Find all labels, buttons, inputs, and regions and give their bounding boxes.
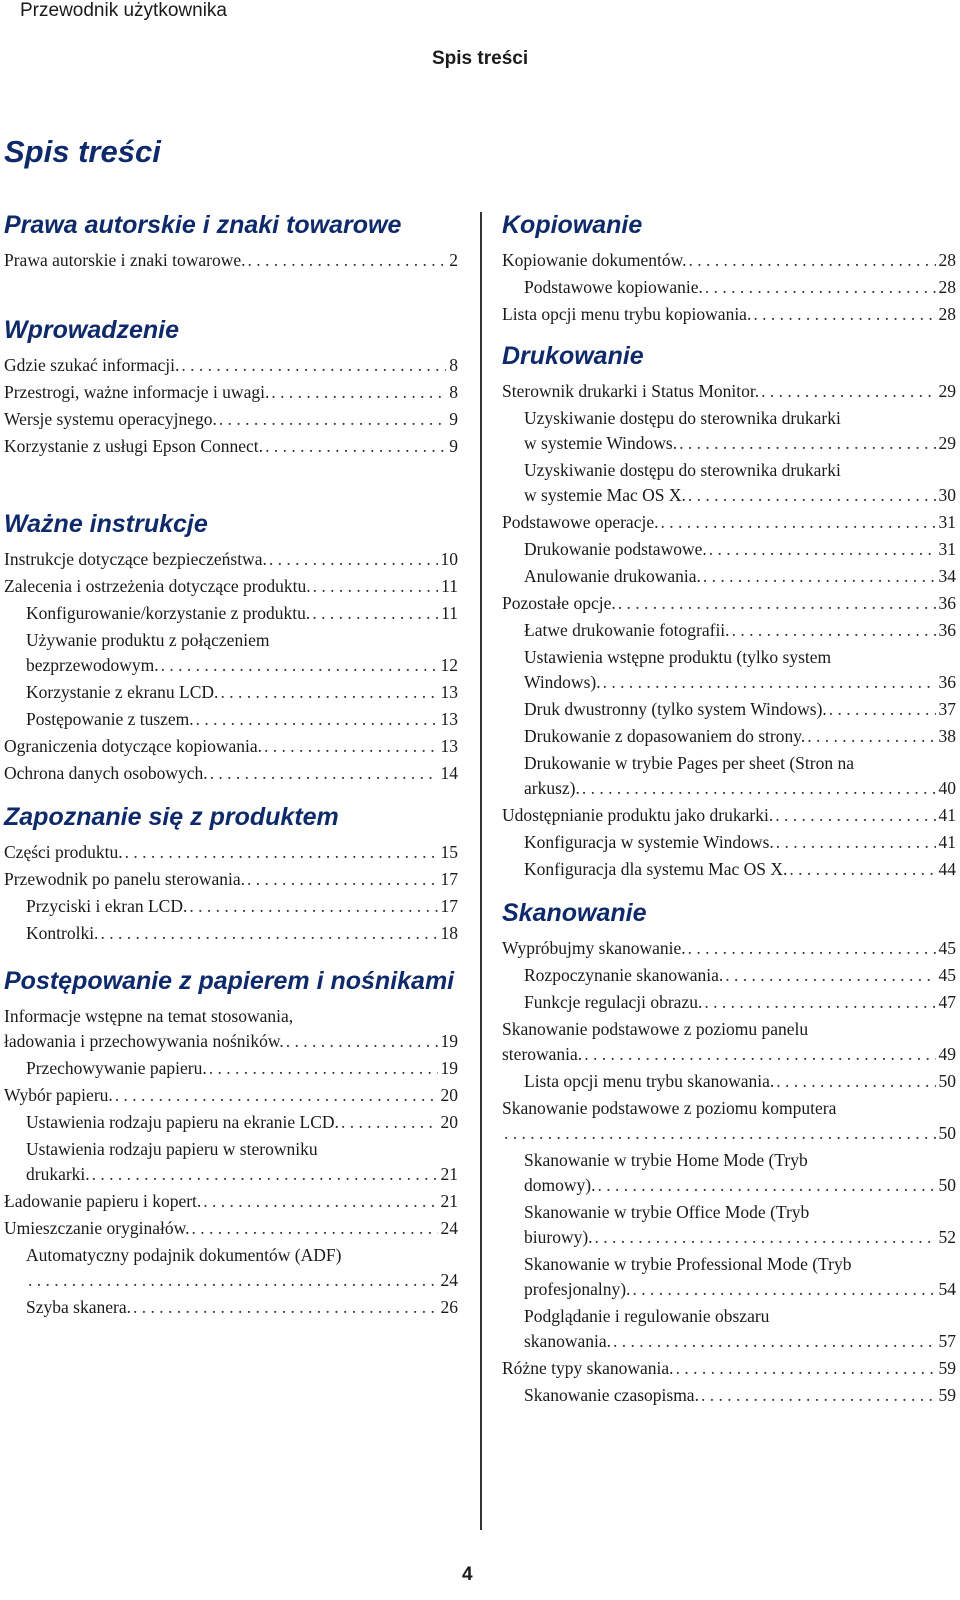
- toc-entry-text: Uzyskiwanie dostępu do sterownika drukarki: [524, 408, 841, 428]
- dot-leader: [125, 840, 438, 865]
- dot-leader: [203, 1189, 437, 1214]
- dot-leader: [703, 564, 936, 589]
- toc-entry-text: bezprzewodowym.: [26, 655, 159, 675]
- toc-entry[interactable]: [4, 353, 458, 378]
- toc-entry-text: Skanowanie w trybie Home Mode (Tryb: [524, 1150, 808, 1170]
- toc-entry[interactable]: [502, 1356, 956, 1381]
- toc-page-number: 8: [449, 355, 458, 375]
- toc-entry[interactable]: [502, 857, 956, 882]
- toc-entry-text: Ograniczenia dotyczące kopiowania.: [4, 736, 262, 756]
- dot-leader: [313, 574, 439, 599]
- toc-entry-text: Konfiguracja w systemie Windows.: [524, 832, 774, 852]
- dot-leader: [271, 380, 446, 405]
- toc-entry[interactable]: [502, 618, 956, 643]
- dot-leader: [100, 921, 437, 946]
- dot-leader: [689, 248, 936, 273]
- toc-entry-text: Instrukcje dotyczące bezpieczeństwa.: [4, 549, 267, 569]
- toc-page-number: 31: [938, 539, 956, 559]
- dot-leader: [704, 990, 935, 1015]
- toc-entry-text: Sterownik drukarki i Status Monitor.: [502, 381, 760, 401]
- toc-entry-text: Przyciski i ekran LCD.: [26, 896, 188, 916]
- toc-page-number: 47: [938, 992, 956, 1012]
- toc-entry-text: Windows).: [524, 672, 601, 692]
- toc-section-postepowanie-z-papierem-i-nosnikami: [4, 964, 458, 1320]
- toc-page-number: 50: [938, 1071, 956, 1091]
- toc-page-number: 54: [938, 1279, 956, 1299]
- toc-page-number: 17: [440, 896, 458, 916]
- toc-entry-text: Informacje wstępne na temat stosowania,: [4, 1006, 294, 1026]
- toc-entry-text: Ochrona danych osobowych.: [4, 763, 208, 783]
- toc-page-number: 59: [938, 1385, 956, 1405]
- toc-page-number: 24: [440, 1270, 458, 1290]
- dot-leader: [196, 707, 438, 732]
- toc-entry[interactable]: [4, 1083, 458, 1108]
- toc-entry-text: Ustawienia rodzaju papieru na ekranie LCD.: [26, 1112, 339, 1132]
- toc-page-number: 13: [440, 736, 458, 756]
- toc-page-number: 14: [440, 763, 458, 783]
- toc-entry-text: drukarki.: [26, 1164, 90, 1184]
- toc-entry-text: Skanowanie w trybie Professional Mode (Tryb: [524, 1254, 852, 1274]
- toc-entry[interactable]: [4, 407, 458, 432]
- toc-page-number: 50: [938, 1175, 956, 1195]
- dot-leader: [219, 407, 446, 432]
- toc-entry[interactable]: [502, 1096, 956, 1146]
- dot-leader: [732, 618, 936, 643]
- toc-entry[interactable]: [502, 830, 956, 855]
- toc-entry-text: Przewodnik po panelu sterowania.: [4, 869, 246, 889]
- dot-leader: [597, 1173, 935, 1198]
- toc-page-number: 20: [440, 1112, 458, 1132]
- toc-entry-text: Ustawienia wstępne produktu (tylko system: [524, 647, 832, 667]
- toc-entry[interactable]: [502, 537, 956, 562]
- toc-section-skanowanie: [502, 896, 956, 1408]
- dot-leader: [688, 483, 936, 508]
- section-heading: Wprowadzenie: [4, 316, 180, 344]
- dot-leader: [286, 1029, 438, 1054]
- toc-entry[interactable]: [502, 302, 956, 327]
- dot-leader: [265, 434, 446, 459]
- toc-entry-text: sterowania.: [502, 1044, 583, 1064]
- toc-page-number: 24: [440, 1218, 458, 1238]
- toc-entry[interactable]: [502, 591, 956, 616]
- toc-entry[interactable]: [502, 724, 956, 749]
- dot-leader: [189, 894, 437, 919]
- toc-page-number: 13: [440, 682, 458, 702]
- toc-entry[interactable]: [502, 379, 956, 404]
- dot-leader: [775, 803, 935, 828]
- toc-entry-text: Konfiguracja dla systemu Mac OS X.: [524, 859, 788, 879]
- toc-entry[interactable]: [502, 564, 956, 589]
- toc-entry[interactable]: [502, 248, 956, 273]
- section-heading: Kopiowanie: [502, 211, 643, 239]
- dot-leader: [679, 431, 935, 456]
- toc-entry-text: w systemie Mac OS X.: [524, 485, 686, 505]
- toc-section-prawa-autorskie-i-znaki-towarowe: [4, 208, 458, 273]
- toc-entry-text: Ustawienia rodzaju papieru w sterowniku: [26, 1139, 318, 1159]
- dot-leader: [191, 1216, 437, 1241]
- running-header-section: Spis treści: [432, 48, 529, 69]
- toc-page-number: 28: [938, 304, 956, 324]
- dot-leader: [709, 537, 936, 562]
- toc-entry-text: Uzyskiwanie dostępu do sterownika drukarki: [524, 460, 841, 480]
- toc-page-number: 29: [938, 433, 956, 453]
- toc-entry[interactable]: [4, 547, 458, 572]
- toc-entry[interactable]: [4, 680, 458, 705]
- toc-entry[interactable]: [502, 990, 956, 1015]
- toc-entry-text: Części produktu.: [4, 842, 123, 862]
- toc-page-number: 13: [440, 709, 458, 729]
- toc-entry[interactable]: [502, 275, 956, 300]
- toc-section-wazne-instrukcje: [4, 507, 458, 786]
- toc-page-number: 21: [440, 1164, 458, 1184]
- toc-entry[interactable]: [502, 963, 956, 988]
- dot-leader: [603, 670, 936, 695]
- toc-entry[interactable]: [4, 1216, 458, 1241]
- toc-page-number: 41: [938, 832, 956, 852]
- toc-entry-text: ładowania i przechowywania nośników.: [4, 1031, 284, 1051]
- toc-entry-text: Lista opcji menu trybu skanowania.: [524, 1071, 775, 1091]
- toc-page-number: 20: [440, 1085, 458, 1105]
- dot-leader: [753, 302, 935, 327]
- toc-entry-text: Udostępnianie produktu jako drukarki.: [502, 805, 774, 825]
- toc-entry-text: Funkcje regulacji obrazu.: [524, 992, 703, 1012]
- toc-entry[interactable]: [502, 1148, 956, 1198]
- dot-leader: [115, 1083, 438, 1108]
- toc-page-number: 11: [441, 603, 458, 623]
- dot-leader: [761, 379, 935, 404]
- section-heading: Drukowanie: [502, 342, 644, 370]
- toc-entry[interactable]: [4, 1137, 458, 1187]
- toc-entry[interactable]: [502, 1304, 956, 1354]
- dot-leader: [92, 1162, 438, 1187]
- toc-entry[interactable]: [4, 1295, 458, 1320]
- toc-page-number: 9: [449, 436, 458, 456]
- toc-entry[interactable]: [502, 1069, 956, 1094]
- toc-section-zapoznanie-sie-z-produktem: [4, 800, 458, 946]
- toc-entry[interactable]: [4, 921, 458, 946]
- toc-entry-text: arkusz).: [524, 778, 580, 798]
- toc-page-number: 11: [441, 576, 458, 596]
- dot-leader: [248, 248, 447, 273]
- toc-page-number: 40: [938, 778, 956, 798]
- toc-page-number: 30: [938, 485, 956, 505]
- dot-leader: [582, 776, 936, 801]
- toc-entry-text: Łatwe drukowanie fotografii.: [524, 620, 730, 640]
- toc-entry-text: Drukowanie w trybie Pages per sheet (Stron na: [524, 753, 854, 773]
- toc-entry-text: Korzystanie z usługi Epson Connect.: [4, 436, 264, 456]
- toc-section-wprowadzenie: [4, 313, 458, 459]
- toc-entry[interactable]: [4, 1110, 458, 1135]
- section-heading: Ważne instrukcje: [4, 510, 208, 538]
- toc-page-number: 21: [440, 1191, 458, 1211]
- dot-leader: [688, 936, 936, 961]
- toc-entry[interactable]: [4, 1056, 458, 1081]
- toc-entry[interactable]: [502, 406, 956, 456]
- toc-page-number: 49: [938, 1044, 956, 1064]
- toc-entry-text: Drukowanie z dopasowaniem do strony.: [524, 726, 806, 746]
- toc-entry[interactable]: [502, 803, 956, 828]
- toc-entry-text: Konfigurowanie/korzystanie z produktu.: [26, 603, 311, 623]
- toc-page-number: 29: [938, 381, 956, 401]
- toc-entry-text: skanowania.: [524, 1331, 611, 1351]
- guide-name: Przewodnik użytkownika: [20, 0, 227, 21]
- toc-entry-text: Umieszczanie oryginałów.: [4, 1218, 190, 1238]
- toc-entry[interactable]: [4, 734, 458, 759]
- toc-entry-text: Podglądanie i regulowanie obszaru: [524, 1306, 770, 1326]
- toc-entry[interactable]: [502, 1252, 956, 1302]
- toc-entry-text: Korzystanie z ekranu LCD.: [26, 682, 219, 702]
- dot-leader: [209, 1056, 438, 1081]
- toc-entry[interactable]: [4, 840, 458, 865]
- toc-entry-text: Różne typy skanowania.: [502, 1358, 674, 1378]
- toc-page-number: 41: [938, 805, 956, 825]
- dot-leader: [725, 963, 935, 988]
- toc-entry[interactable]: [4, 894, 458, 919]
- dot-leader: [269, 547, 438, 572]
- toc-page-number: 38: [938, 726, 956, 746]
- dot-leader: [28, 1268, 438, 1293]
- toc-entry-text: Szyba skanera.: [26, 1297, 131, 1317]
- toc-entry[interactable]: [502, 1017, 956, 1067]
- dot-leader: [632, 1277, 935, 1302]
- dot-leader: [829, 697, 936, 722]
- toc-entry-text: Anulowanie drukowania.: [524, 566, 701, 586]
- toc-entry-text: Gdzie szukać informacji.: [4, 355, 180, 375]
- toc-page-number: 37: [938, 699, 956, 719]
- section-heading: Skanowanie: [502, 899, 647, 927]
- toc-section-drukowanie: [502, 339, 956, 882]
- dot-leader: [776, 1069, 935, 1094]
- toc-entry[interactable]: [4, 1243, 458, 1293]
- toc-page-number: 59: [938, 1358, 956, 1378]
- dot-leader: [247, 867, 437, 892]
- toc-page-number: 2: [449, 250, 458, 270]
- toc-page-number: 26: [440, 1297, 458, 1317]
- toc-page-number: 19: [440, 1031, 458, 1051]
- toc-page-number: 10: [440, 549, 458, 569]
- toc-page-number: 36: [938, 620, 956, 640]
- toc-entry-text: w systemie Windows.: [524, 433, 678, 453]
- toc-entry-text: Wersje systemu operacyjnego.: [4, 409, 217, 429]
- toc-page-number: 31: [938, 512, 956, 532]
- page-number: 4: [462, 1564, 473, 1585]
- dot-leader: [341, 1110, 438, 1135]
- toc-entry-text: Pozostałe opcje.: [502, 593, 616, 613]
- dot-leader: [701, 1383, 936, 1408]
- dot-leader: [220, 680, 437, 705]
- toc-right-column: [502, 208, 956, 1410]
- toc-entry[interactable]: [502, 751, 956, 801]
- dot-leader: [312, 601, 438, 626]
- dot-leader: [618, 591, 936, 616]
- toc-entry-text: Ładowanie papieru i kopert.: [4, 1191, 202, 1211]
- toc-entry-text: Skanowanie podstawowe z poziomu komputera: [502, 1098, 837, 1118]
- toc-entry-text: Automatyczny podajnik dokumentów (ADF): [26, 1245, 342, 1265]
- toc-entry[interactable]: [502, 510, 956, 535]
- toc-page-number: 28: [938, 250, 956, 270]
- toc-page-number: 36: [938, 593, 956, 613]
- toc-entry-text: Prawa autorskie i znaki towarowe.: [4, 250, 246, 270]
- section-heading: Zapoznanie się z produktem: [4, 803, 339, 831]
- toc-entry-text: Używanie produktu z połączeniem: [26, 630, 270, 650]
- dot-leader: [595, 1225, 936, 1250]
- dot-leader: [613, 1329, 936, 1354]
- toc-page-number: 57: [938, 1331, 956, 1351]
- dot-leader: [133, 1295, 438, 1320]
- toc-entry-text: Skanowanie w trybie Office Mode (Tryb: [524, 1202, 810, 1222]
- toc-left-column: [4, 208, 458, 1322]
- toc-page-number: 8: [449, 382, 458, 402]
- dot-leader: [264, 734, 438, 759]
- toc-page-number: 45: [938, 965, 956, 985]
- toc-section-kopiowanie: [502, 208, 956, 327]
- toc-entry[interactable]: [4, 628, 458, 678]
- toc-entry-text: Kontrolki.: [26, 923, 99, 943]
- dot-leader: [504, 1121, 936, 1146]
- toc-page-number: 36: [938, 672, 956, 692]
- toc-entry[interactable]: [502, 936, 956, 961]
- toc-entry-text: Przestrogi, ważne informacje i uwagi.: [4, 382, 270, 402]
- toc-entry[interactable]: [4, 1189, 458, 1214]
- section-heading: Prawa autorskie i znaki towarowe: [4, 211, 402, 239]
- toc-entry-text: Postępowanie z tuszem.: [26, 709, 194, 729]
- toc-entry-text: Skanowanie czasopisma.: [524, 1385, 699, 1405]
- dot-leader: [807, 724, 935, 749]
- toc-entry-text: Druk dwustronny (tylko system Windows).: [524, 699, 827, 719]
- toc-page-number: 17: [440, 869, 458, 889]
- toc-entry-text: Zalecenia i ostrzeżenia dotyczące produktu.: [4, 576, 311, 596]
- toc-page-number: 50: [938, 1123, 956, 1143]
- toc-entry[interactable]: [4, 707, 458, 732]
- toc-entry[interactable]: [4, 601, 458, 626]
- toc-entry-text: Kopiowanie dokumentów.: [502, 250, 687, 270]
- toc-page-number: 44: [938, 859, 956, 879]
- toc-entry[interactable]: [4, 761, 458, 786]
- dot-leader: [210, 761, 438, 786]
- toc-entry-text: Rozpoczynanie skanowania.: [524, 965, 724, 985]
- toc-entry[interactable]: [4, 867, 458, 892]
- dot-leader: [676, 1356, 936, 1381]
- column-divider: [480, 212, 482, 1530]
- toc-entry[interactable]: [502, 645, 956, 695]
- toc-page-number: 18: [440, 923, 458, 943]
- toc-entry-text: domowy).: [524, 1175, 596, 1195]
- dot-leader: [161, 653, 438, 678]
- toc-entry-text: Podstawowe operacje.: [502, 512, 659, 532]
- toc-entry-text: Lista opcji menu trybu kopiowania.: [502, 304, 752, 324]
- dot-leader: [181, 353, 446, 378]
- dot-leader: [776, 830, 936, 855]
- toc-entry-text: profesjonalny).: [524, 1279, 631, 1299]
- section-heading: Postępowanie z papierem i nośnikami: [4, 967, 455, 995]
- toc-entry-text: Przechowywanie papieru.: [26, 1058, 207, 1078]
- toc-entry-text: Drukowanie podstawowe.: [524, 539, 707, 559]
- toc-page-number: 28: [938, 277, 956, 297]
- toc-page-number: 15: [440, 842, 458, 862]
- toc-entry[interactable]: [4, 1004, 458, 1054]
- dot-leader: [789, 857, 935, 882]
- toc-page-number: 9: [449, 409, 458, 429]
- toc-entry[interactable]: [502, 697, 956, 722]
- toc-entry-text: biurowy).: [524, 1227, 593, 1247]
- toc-entry[interactable]: [502, 1383, 956, 1408]
- dot-leader: [660, 510, 935, 535]
- page-title: Spis treści: [4, 134, 161, 169]
- toc-entry[interactable]: [502, 1200, 956, 1250]
- toc-entry[interactable]: [4, 380, 458, 405]
- toc-page-number: 52: [938, 1227, 956, 1247]
- toc-entry[interactable]: [4, 574, 458, 599]
- toc-page-number: 12: [440, 655, 458, 675]
- toc-page-number: 34: [938, 566, 956, 586]
- toc-entry[interactable]: [4, 248, 458, 273]
- toc-page-number: 45: [938, 938, 956, 958]
- toc-entry[interactable]: [502, 458, 956, 508]
- dot-leader: [705, 275, 936, 300]
- toc-entry-text: Podstawowe kopiowanie.: [524, 277, 703, 297]
- dot-leader: [584, 1042, 935, 1067]
- toc-page-number: 19: [440, 1058, 458, 1078]
- toc-entry-text: Wypróbujmy skanowanie.: [502, 938, 686, 958]
- toc-entry-text: Wybór papieru.: [4, 1085, 113, 1105]
- toc-entry[interactable]: [4, 434, 458, 459]
- toc-entry-text: Skanowanie podstawowe z poziomu panelu: [502, 1019, 809, 1039]
